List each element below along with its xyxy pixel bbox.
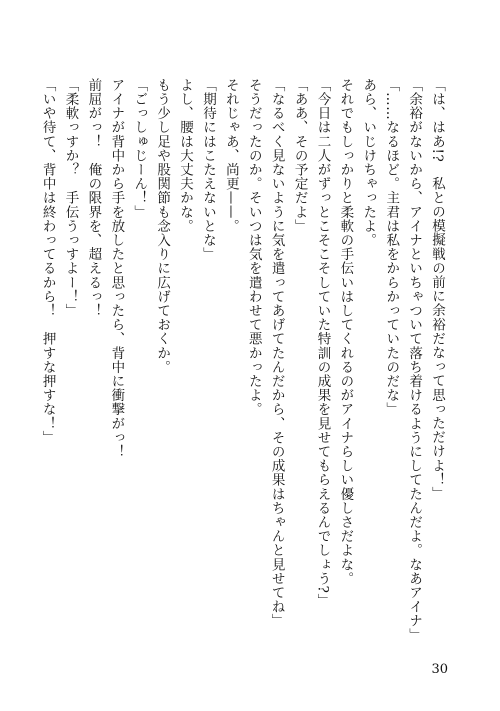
text-line: 「余裕がないから、アイナといちゃついて落ち着けるようにしてたんだよ。なあアイナ」 [406,78,423,642]
text-line: それでもしっかりと柔軟の手伝いはしてくれるのがアイナらしい優しさだよな。 [337,78,354,586]
text-line: 「期待にはこたえないとな」 [199,78,216,262]
text-line: 「は、はあ!? 私との模擬戦の前に余裕だなって思っただけよ！」 [429,78,445,501]
text-line: それじゃあ、尚更——。 [222,78,239,234]
text-line: 「今日は二人がずっとこそこそしていた特訓の成果を見せてもらえるんでしょう?」 [314,78,331,608]
text-line: あら、いじけちゃったよ。 [360,78,377,248]
text-line: 「いや待て、背中は終わってるから！ 押すな押すな！」 [39,78,56,445]
text-line: アイナが背中から手を放したと思ったら、背中に衝撃がっ！ [108,78,125,459]
text-line: 「ごっしゅじーん！」 [131,78,148,219]
text-line: 「ああ、その予定だよ」 [291,78,308,234]
text-line: 前屈がっ！ 俺の限界を、超えるっ！ [85,78,102,318]
page-number: 30 [431,662,448,677]
text-line: そうだったのか。そいつは気を遣わせて悪かったよ。 [245,78,262,417]
text-line: 「……なるほど。主君は私をからかっていたのだな」 [383,78,400,417]
text-line: 「柔軟っすか？ 手伝うっすよー！」 [62,78,79,318]
vertical-text-body [36,78,448,642]
text-line: もう少し足や股関節も念入りに広げておくか。 [154,78,171,375]
text-line: よし、腰は大丈夫かな。 [177,78,194,234]
text-line: 「なるべく見ないように気を遣ってあげてたんだから、その成果はちゃんと見せてね」 [268,78,285,628]
